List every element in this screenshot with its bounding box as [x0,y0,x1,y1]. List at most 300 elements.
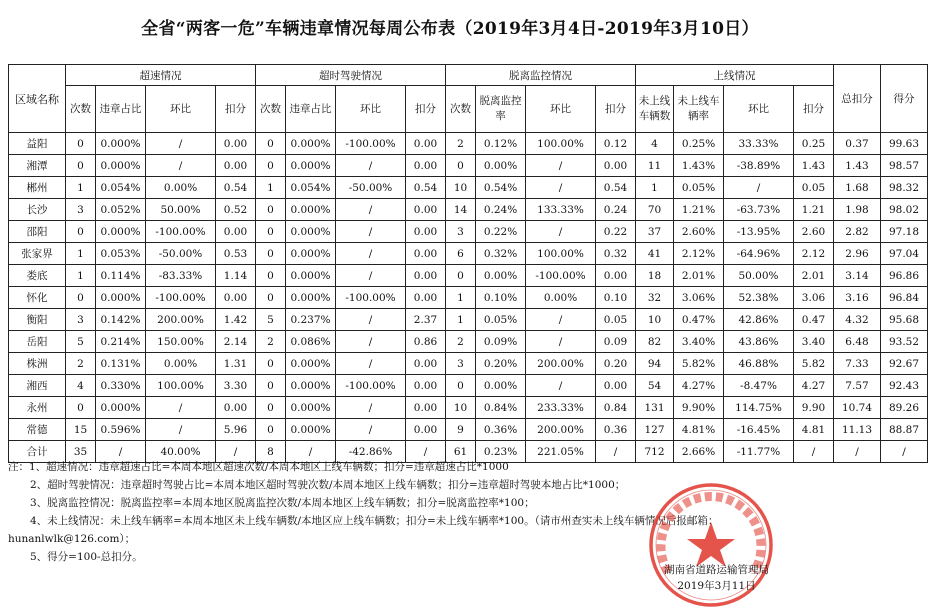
column-header: 环比 [526,86,596,133]
region-cell: 益阳 [9,133,66,155]
region-cell: 常德 [9,419,66,441]
table-cell: 0.00 [406,265,446,287]
table-cell: 0.00 [596,265,636,287]
table-cell: 0.23% [476,441,526,463]
table-cell: / [216,441,256,463]
table-cell: 0.000% [286,155,336,177]
region-cell: 衡阳 [9,309,66,331]
table-cell: 0 [66,397,96,419]
table-cell: 9.90% [674,397,724,419]
table-cell: -16.45% [724,419,794,441]
table-cell: 0 [66,287,96,309]
table-cell: 10 [446,397,476,419]
table-cell: 0.22% [476,221,526,243]
table-cell: 100.00% [526,133,596,155]
table-cell: 8 [256,441,286,463]
table-cell: 2.60% [674,221,724,243]
table-cell: 98.57 [881,155,928,177]
table-row [9,419,928,441]
column-header: 环比 [336,86,406,133]
table-cell: -50.00% [336,177,406,199]
table-cell: 0.00 [406,243,446,265]
note-line: 2、超时驾驶情况：违章超时驾驶占比=本周本地区超时驾驶次数/本周本地区上线车辆数；扣分=违章超时驾驶本地占比*1000； [30,479,626,491]
table-cell: 46.88% [724,353,794,375]
table-cell: 9.90 [794,397,834,419]
table-cell: 0 [446,155,476,177]
table-cell: 1.68 [834,177,881,199]
column-header: 脱离监控率 [476,86,526,133]
table-cell: / [336,353,406,375]
table-cell: 1 [256,177,286,199]
table-cell: 0.10% [476,287,526,309]
table-cell: / [336,243,406,265]
table-cell: 131 [636,397,674,419]
table-cell: 0.09% [476,331,526,353]
table-cell: / [146,397,216,419]
table-cell: 2 [66,353,96,375]
table-cell: 50.00% [724,265,794,287]
table-cell: 52.38% [724,287,794,309]
table-cell: 2.96 [834,243,881,265]
table-cell: 1.43% [674,155,724,177]
table-cell: 0.00 [216,287,256,309]
table-cell: 0.25 [794,133,834,155]
table-cell: 2 [256,331,286,353]
table-cell: 4.81 [794,419,834,441]
table-cell: 0.086% [286,331,336,353]
table-row [9,353,928,375]
table-cell: 0.25% [674,133,724,155]
table-cell: 6.48 [834,331,881,353]
table-cell: 1.21% [674,199,724,221]
table-cell: 93.52 [881,331,928,353]
table-cell: 6 [446,243,476,265]
table-cell: -8.47% [724,375,794,397]
issue-date: 2019年3月11日 [677,580,756,592]
region-cell: 张家界 [9,243,66,265]
table-cell: / [336,331,406,353]
table-cell: / [724,177,794,199]
table-cell: 0.20% [476,353,526,375]
table-cell: -42.86% [336,441,406,463]
table-cell: 0.00 [406,397,446,419]
table-body [9,133,928,463]
header-row-columns [9,86,928,133]
table-cell: 0.142% [96,309,146,331]
table-cell: 233.33% [526,397,596,419]
table-cell: 1 [446,287,476,309]
table-cell: -100.00% [146,287,216,309]
table-cell: / [336,265,406,287]
table-cell: / [336,397,406,419]
table-cell: 92.67 [881,353,928,375]
column-header: 扣分 [216,86,256,133]
table-cell: 0.000% [286,265,336,287]
table-cell: 0.24% [476,199,526,221]
table-cell: 2.12% [674,243,724,265]
table-cell: -100.00% [146,221,216,243]
table-cell: 0 [256,397,286,419]
table-cell: 3.40% [674,331,724,353]
table-cell: 5 [256,309,286,331]
table-cell: 1 [66,243,96,265]
table-cell: 2.66% [674,441,724,463]
table-cell: 0 [256,375,286,397]
header-row-groups [9,65,928,86]
table-cell: 11.13 [834,419,881,441]
table-cell: 0.00 [406,133,446,155]
column-header: 未上线车辆数 [636,86,674,133]
table-cell: 1.31 [216,353,256,375]
table-cell: / [336,155,406,177]
table-cell: 5.82 [794,353,834,375]
table-row [9,177,928,199]
table-cell: 1 [446,309,476,331]
score-header: 得分 [881,65,928,133]
note-line: 5、得分=100-总扣分。 [30,551,143,563]
table-cell: / [146,419,216,441]
table-cell: 0.00 [406,419,446,441]
table-cell: 100.00% [146,375,216,397]
table-cell: 97.18 [881,221,928,243]
table-cell: / [286,441,336,463]
table-row [9,199,928,221]
table-cell: 99.63 [881,133,928,155]
column-header: 扣分 [794,86,834,133]
table-cell: 0.22 [596,221,636,243]
table-cell: 2.12 [794,243,834,265]
table-cell: 0.00 [216,155,256,177]
table-cell: 0.114% [96,265,146,287]
table-cell: 1.14 [216,265,256,287]
table-cell: 2.37 [406,309,446,331]
table-cell: 92.43 [881,375,928,397]
table-cell: 0.00 [406,155,446,177]
table-cell: 0 [256,265,286,287]
table-cell: 4.27 [794,375,834,397]
note-line: 4、未上线情况：未上线车辆率=本周本地区未上线车辆数/本地区应上线车辆数；扣分=未上线车辆率*100。（请市州查实未上线车辆情况后报邮箱： [30,515,719,527]
table-cell: 0.000% [286,221,336,243]
table-cell: 2.60 [794,221,834,243]
column-header: 环比 [724,86,794,133]
table-cell: / [336,419,406,441]
table-cell: 0.00 [596,155,636,177]
table-cell: 0.12% [476,133,526,155]
table-cell: 4.27% [674,375,724,397]
table-row [9,221,928,243]
table-row [9,265,928,287]
notes-section [8,458,719,566]
column-header: 违章占比 [286,86,336,133]
table-cell: 0.000% [286,133,336,155]
table-cell: 7.57 [834,375,881,397]
column-header: 扣分 [596,86,636,133]
table-cell: 0.00% [526,287,596,309]
table-cell: 0.054% [96,177,146,199]
table-cell: 0.000% [286,419,336,441]
table-cell: 0.00 [406,375,446,397]
table-cell: 0.000% [96,287,146,309]
table-cell: 0.54 [216,177,256,199]
table-cell: 0 [66,221,96,243]
table-cell: 32 [636,287,674,309]
table-cell: 11 [636,155,674,177]
table-cell: 40.00% [146,441,216,463]
table-cell: 0 [66,155,96,177]
table-row [9,397,928,419]
table-cell: 3 [446,353,476,375]
table-cell: 70 [636,199,674,221]
table-cell: 1.21 [794,199,834,221]
overtime-group-header: 超时驾驶情况 [256,65,446,86]
table-row [9,133,928,155]
issuer-block [664,562,769,594]
table-cell: 0.32% [476,243,526,265]
table-cell: 1.42 [216,309,256,331]
table-cell: 0.37 [834,133,881,155]
table-cell: -13.95% [724,221,794,243]
table-cell: 0.000% [286,287,336,309]
table-cell: 96.84 [881,287,928,309]
table-cell: 54 [636,375,674,397]
table-cell: 10 [446,177,476,199]
table-cell: 0.000% [96,155,146,177]
table-cell: 33.33% [724,133,794,155]
table-cell: 0.237% [286,309,336,331]
table-cell: 0.53 [216,243,256,265]
table-cell: -100.00% [526,265,596,287]
table-cell: 10.74 [834,397,881,419]
table-cell: 97.04 [881,243,928,265]
table-cell: / [596,441,636,463]
region-cell: 湘西 [9,375,66,397]
table-cell: / [336,309,406,331]
table-row [9,309,928,331]
table-cell: / [96,441,146,463]
table-cell: 3 [66,199,96,221]
table-cell: 133.33% [526,199,596,221]
table-cell: 41 [636,243,674,265]
table-cell: 0.36% [476,419,526,441]
table-cell: 0.000% [286,199,336,221]
table-cell: 0.05% [476,309,526,331]
table-cell: 200.00% [146,309,216,331]
table-cell: / [146,133,216,155]
table-cell: 0.54% [476,177,526,199]
table-cell: 0.054% [286,177,336,199]
issuer-name: 湖南省道路运输管理局 [664,564,769,576]
table-cell: 0.54 [596,177,636,199]
table-cell: 0.00% [476,375,526,397]
region-cell: 怀化 [9,287,66,309]
region-cell: 岳阳 [9,331,66,353]
column-header: 扣分 [406,86,446,133]
table-cell: / [526,309,596,331]
table-cell: 1.98 [834,199,881,221]
table-cell: 3.40 [794,331,834,353]
table-cell: 37 [636,221,674,243]
table-cell: 0.052% [96,199,146,221]
table-cell: 3.06 [794,287,834,309]
table-cell: / [406,441,446,463]
region-cell: 郴州 [9,177,66,199]
table-cell: 89.26 [881,397,928,419]
table-cell: -11.77% [724,441,794,463]
table-cell: 10 [636,309,674,331]
region-cell: 永州 [9,397,66,419]
table-cell: 0 [256,243,286,265]
table-cell: 0.000% [286,375,336,397]
table-cell: 98.02 [881,199,928,221]
table-cell: 0.00% [476,265,526,287]
region-cell: 邵阳 [9,221,66,243]
table-cell: / [526,375,596,397]
table-cell: 4.81% [674,419,724,441]
table-cell: 100.00% [526,243,596,265]
table-cell: 0.54 [406,177,446,199]
table-cell: 7.33 [834,353,881,375]
table-cell: 1 [66,177,96,199]
table-cell: / [526,155,596,177]
table-cell: 61 [446,441,476,463]
table-cell: 0.84% [476,397,526,419]
table-cell: 0.52 [216,199,256,221]
table-cell: 0.09 [596,331,636,353]
column-header: 次数 [66,86,96,133]
table-cell: 0 [256,287,286,309]
table-cell: 3.30 [216,375,256,397]
table-cell: 3 [446,221,476,243]
table-cell: 3.14 [834,265,881,287]
table-cell: 0 [446,375,476,397]
table-cell: 0.000% [286,397,336,419]
table-cell: -50.00% [146,243,216,265]
table-cell: 43.86% [724,331,794,353]
table-cell: 0.00 [216,133,256,155]
table-cell: 0.00% [146,177,216,199]
region-cell: 湘潭 [9,155,66,177]
table-cell: -63.73% [724,199,794,221]
table-cell: 2.14 [216,331,256,353]
table-cell: 0.05% [674,177,724,199]
violation-table [8,64,928,463]
table-cell: / [526,331,596,353]
table-cell: 18 [636,265,674,287]
table-cell: 0 [256,419,286,441]
table-cell: 200.00% [526,353,596,375]
table-cell: 2 [446,331,476,353]
table-cell: 0.330% [96,375,146,397]
table-cell: 0 [256,155,286,177]
page-title: 全省“两客一危”车辆违章情况每周公布表（2019年3月4日-2019年3月10日） [141,19,759,39]
table-cell: 0.47% [674,309,724,331]
table-cell: 5.82% [674,353,724,375]
table-cell: 82 [636,331,674,353]
table-cell: 114.75% [724,397,794,419]
table-cell: 0.05 [596,309,636,331]
table-cell: 50.00% [146,199,216,221]
table-cell: -100.00% [336,133,406,155]
table-cell: 0.00 [406,221,446,243]
table-row [9,155,928,177]
table-cell: 88.87 [881,419,928,441]
region-header: 区域名称 [9,65,66,133]
table-cell: 0.214% [96,331,146,353]
table-cell: / [526,177,596,199]
table-cell: 2.01% [674,265,724,287]
table-cell: 0.84 [596,397,636,419]
table-cell: 0.131% [96,353,146,375]
table-cell: 2 [446,133,476,155]
table-cell: 2.01 [794,265,834,287]
table-cell: 0 [256,353,286,375]
table-cell: 4.32 [834,309,881,331]
table-cell: 0.00 [406,353,446,375]
speeding-group-header: 超速情况 [66,65,256,86]
table-cell: 0.596% [96,419,146,441]
table-cell: 150.00% [146,331,216,353]
table-cell: 3.06% [674,287,724,309]
table-cell: 221.05% [526,441,596,463]
column-header: 违章占比 [96,86,146,133]
table-cell: / [834,441,881,463]
column-header: 未上线车辆率 [674,86,724,133]
table-cell: 4 [636,133,674,155]
table-cell: 0.32 [596,243,636,265]
table-cell: 0.36 [596,419,636,441]
table-cell: / [146,155,216,177]
table-cell: 0.24 [596,199,636,221]
region-cell: 长沙 [9,199,66,221]
table-cell: / [336,221,406,243]
table-cell: 15 [66,419,96,441]
table-cell: 0 [256,133,286,155]
table-row [9,287,928,309]
table-cell: 0.000% [96,133,146,155]
table-cell: -38.89% [724,155,794,177]
table-cell: 3 [66,309,96,331]
column-header: 次数 [446,86,476,133]
table-cell: 0.00 [406,199,446,221]
table-cell: 712 [636,441,674,463]
region-cell: 株洲 [9,353,66,375]
table-cell: 14 [446,199,476,221]
table-cell: 0.000% [286,353,336,375]
total-deduct-header: 总扣分 [834,65,881,133]
column-header: 次数 [256,86,286,133]
table-cell: 0.00% [146,353,216,375]
table-cell: 0.053% [96,243,146,265]
table-cell: 9 [446,419,476,441]
table-cell: 35 [66,441,96,463]
table-cell: 1 [66,265,96,287]
table-cell: 2.82 [834,221,881,243]
table-row [9,331,928,353]
table-cell: / [526,221,596,243]
table-cell: 0.10 [596,287,636,309]
table-cell: -64.96% [724,243,794,265]
note-line: 3、脱离监控情况：脱离监控率=本周本地区脱离监控次数/本周本地区上线车辆数；扣分=脱离监控率*100； [30,497,535,509]
table-cell: 0.000% [96,221,146,243]
table-cell: 0.12 [596,133,636,155]
table-cell: 0.00 [216,397,256,419]
table-cell: 96.86 [881,265,928,287]
table-cell: 4 [66,375,96,397]
table-cell: 0 [256,221,286,243]
column-header: 环比 [146,86,216,133]
region-cell: 合计 [9,441,66,463]
table-row [9,375,928,397]
